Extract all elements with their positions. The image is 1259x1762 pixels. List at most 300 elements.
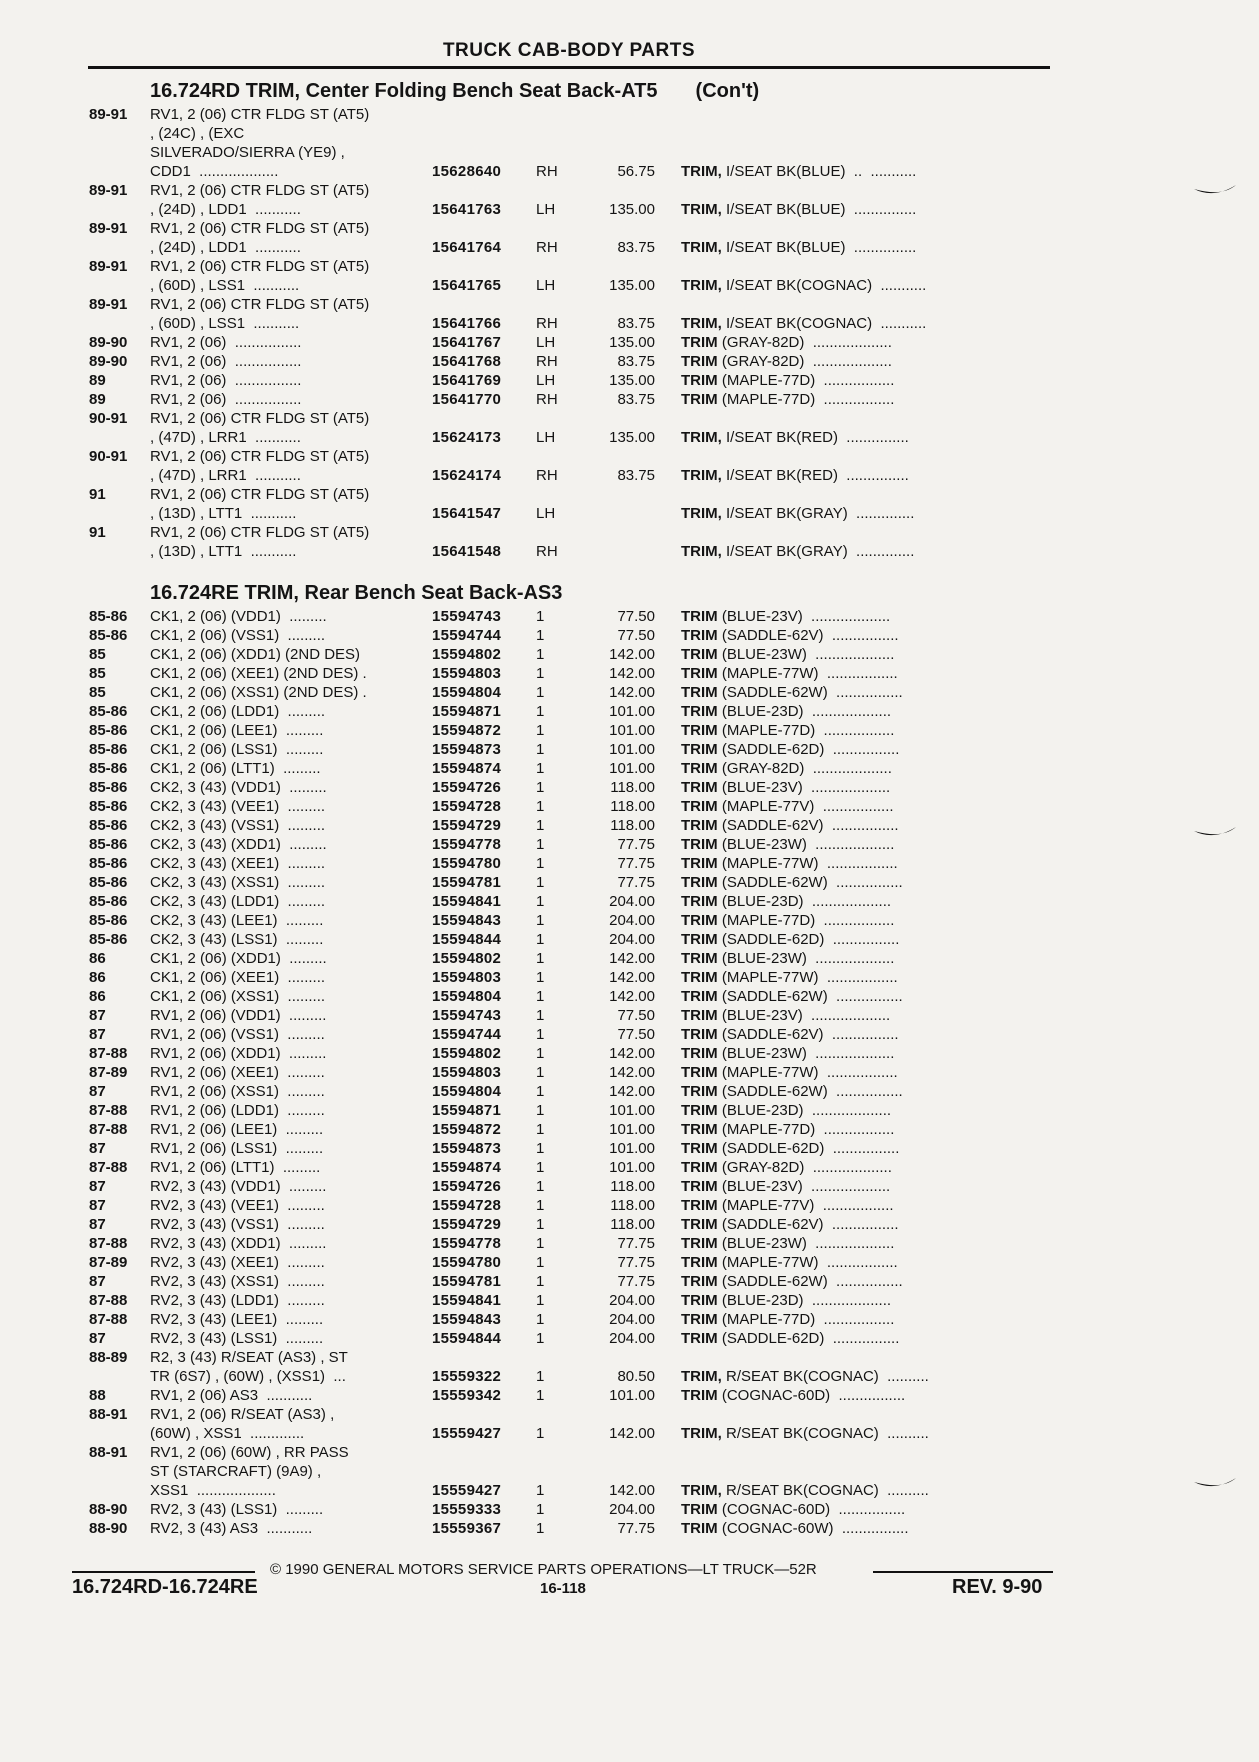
part-name <box>681 314 926 333</box>
model-years: 86 <box>89 969 106 986</box>
section-title-16724re <box>150 582 562 605</box>
part-number: 15594843 <box>432 912 502 929</box>
part-name-prefix: TRIM <box>681 969 718 986</box>
part-name <box>681 1519 909 1538</box>
application-description: CK1, 2 (06) (VDD1) ......... <box>150 608 327 625</box>
part-name-prefix: TRIM <box>681 1311 718 1328</box>
quantity: 1 <box>536 1121 545 1138</box>
part-name-detail: (BLUE-23D) ................... <box>717 893 892 910</box>
application-description: RV1, 2 (06) (XDD1) ......... <box>150 1045 327 1062</box>
page-title: TRUCK CAB-BODY PARTS <box>442 40 696 61</box>
part-name-detail: (COGNAC-60D) ................ <box>717 1387 906 1404</box>
part-number: 15594873 <box>432 741 502 758</box>
part-name <box>681 740 899 759</box>
application-description: RV2, 3 (43) (XSS1) ......... <box>150 1273 325 1290</box>
price: 83.75 <box>617 391 655 408</box>
part-number: 15594872 <box>432 722 502 739</box>
part-name-prefix: TRIM <box>681 1140 718 1157</box>
model-years: 88-90 <box>89 1520 128 1537</box>
application-description: RV1, 2 (06) (LDD1) ......... <box>150 1102 325 1119</box>
part-row <box>0 1329 1259 1348</box>
model-years: 89-90 <box>89 353 128 370</box>
application-description: CK1, 2 (06) (LEE1) ......... <box>150 722 324 739</box>
part-name <box>681 1158 892 1177</box>
part-row <box>0 949 1259 968</box>
quantity: 1 <box>536 665 545 682</box>
quantity: 1 <box>536 855 545 872</box>
part-row <box>0 409 1259 428</box>
part-name-prefix: TRIM, <box>681 505 722 522</box>
part-name <box>681 1329 899 1348</box>
application-description: RV1, 2 (06) CTR FLDG ST (AT5) <box>150 258 370 275</box>
part-name-prefix: TRIM <box>681 893 718 910</box>
part-row <box>0 930 1259 949</box>
part-name <box>681 892 891 911</box>
part-number: 15594872 <box>432 1121 502 1138</box>
part-number: 15594780 <box>432 1254 502 1271</box>
part-row <box>0 314 1259 333</box>
price: 142.00 <box>609 969 655 986</box>
part-name <box>681 504 914 523</box>
part-row <box>0 987 1259 1006</box>
model-years: 87-88 <box>89 1311 128 1328</box>
part-row <box>0 276 1259 295</box>
part-row <box>0 1443 1259 1462</box>
part-name-detail: R/SEAT BK(COGNAC) .......... <box>721 1368 929 1385</box>
part-name <box>681 1215 899 1234</box>
part-number: 15641770 <box>432 391 502 408</box>
part-name-detail: (GRAY-82D) ................... <box>717 1159 892 1176</box>
quantity: RH <box>536 163 558 180</box>
part-name-detail: (SADDLE-62V) ................ <box>717 627 899 644</box>
price: 204.00 <box>609 1330 655 1347</box>
part-name <box>681 1044 894 1063</box>
model-years: 87-88 <box>89 1159 128 1176</box>
price: 204.00 <box>609 1501 655 1518</box>
model-years: 85-86 <box>89 760 128 777</box>
part-name-detail: (MAPLE-77W) ................. <box>717 969 898 986</box>
application-description: RV2, 3 (43) (VDD1) ......... <box>150 1178 327 1195</box>
part-row <box>0 1272 1259 1291</box>
part-name <box>681 987 903 1006</box>
part-row <box>0 778 1259 797</box>
application-description: CK2, 3 (43) (XDD1) ......... <box>150 836 327 853</box>
model-years: 88-90 <box>89 1501 128 1518</box>
quantity: LH <box>536 277 556 294</box>
part-name-prefix: TRIM, <box>681 1425 722 1442</box>
part-name-prefix: TRIM <box>681 760 718 777</box>
part-name-prefix: TRIM <box>681 627 718 644</box>
part-row <box>0 1500 1259 1519</box>
application-description: RV1, 2 (06) (VDD1) ......... <box>150 1007 327 1024</box>
model-years: 89-91 <box>89 106 128 123</box>
part-number: 15594778 <box>432 1235 502 1252</box>
price: 83.75 <box>617 239 655 256</box>
model-years: 85-86 <box>89 608 128 625</box>
part-number: 15624173 <box>432 429 502 446</box>
model-years: 89-90 <box>89 334 128 351</box>
model-years: 85-86 <box>89 627 128 644</box>
part-name-detail: (MAPLE-77W) ................. <box>717 1064 898 1081</box>
part-row <box>0 1120 1259 1139</box>
part-row <box>0 892 1259 911</box>
part-name-detail: (SADDLE-62W) ................ <box>717 874 903 891</box>
part-name-detail: (SADDLE-62D) ................ <box>717 931 900 948</box>
section-continued-label: (Con't) <box>695 80 760 102</box>
part-row <box>0 181 1259 200</box>
quantity: 1 <box>536 1026 545 1043</box>
part-row <box>0 1139 1259 1158</box>
model-years: 87-89 <box>89 1064 128 1081</box>
quantity: 1 <box>536 798 545 815</box>
quantity: 1 <box>536 1045 545 1062</box>
price: 118.00 <box>610 1216 655 1233</box>
application-description: , (60D) , LSS1 ........... <box>150 315 300 332</box>
part-row <box>0 447 1259 466</box>
part-row <box>0 911 1259 930</box>
part-row <box>0 1025 1259 1044</box>
part-row <box>0 740 1259 759</box>
part-number: 15594874 <box>432 1159 502 1176</box>
part-number: 15594873 <box>432 1140 502 1157</box>
application-description: RV1, 2 (06) (VSS1) ......... <box>150 1026 325 1043</box>
part-name-detail: (MAPLE-77D) ................. <box>717 391 895 408</box>
part-row <box>0 873 1259 892</box>
application-description: CK2, 3 (43) (VSS1) ......... <box>150 817 326 834</box>
part-name <box>681 683 903 702</box>
quantity: 1 <box>536 1292 545 1309</box>
part-name <box>681 797 894 816</box>
part-row <box>0 626 1259 645</box>
part-name <box>681 542 914 561</box>
price: 118.00 <box>610 779 655 796</box>
part-name-detail: (MAPLE-77W) ................. <box>717 855 898 872</box>
part-name-prefix: TRIM <box>681 1007 718 1024</box>
part-name-detail: (MAPLE-77W) ................. <box>717 1254 898 1271</box>
quantity: 1 <box>536 646 545 663</box>
price: 142.00 <box>609 684 655 701</box>
application-description: RV1, 2 (06) ................ <box>150 372 302 389</box>
footer-page-number: 16-118 <box>540 1580 586 1597</box>
part-number: 15594804 <box>432 1083 502 1100</box>
price: 77.75 <box>617 1235 655 1252</box>
application-description: CK1, 2 (06) (XSS1) ......... <box>150 988 326 1005</box>
part-name-detail: I/SEAT BK(GRAY) .............. <box>721 543 915 560</box>
part-name-detail: (SADDLE-62D) ................ <box>717 1330 900 1347</box>
quantity: 1 <box>536 874 545 891</box>
part-row <box>0 645 1259 664</box>
part-name <box>681 702 891 721</box>
application-description: RV2, 3 (43) (LSS1) ......... <box>150 1330 324 1347</box>
application-description: CK1, 2 (06) (LDD1) ......... <box>150 703 326 720</box>
quantity: RH <box>536 315 558 332</box>
part-row <box>0 1253 1259 1272</box>
model-years: 88-89 <box>89 1349 128 1366</box>
part-row <box>0 1462 1259 1481</box>
part-number: 15594803 <box>432 665 502 682</box>
application-description: , (24D) , LDD1 ........... <box>150 239 301 256</box>
part-name-prefix: TRIM <box>681 741 718 758</box>
part-name-detail: (MAPLE-77W) ................. <box>717 665 898 682</box>
price: 142.00 <box>609 1045 655 1062</box>
part-row <box>0 219 1259 238</box>
price: 135.00 <box>609 334 655 351</box>
quantity: 1 <box>536 836 545 853</box>
application-description: RV1, 2 (06) ................ <box>150 353 302 370</box>
footer-section-range: 16.724RD-16.724RE <box>72 1576 258 1598</box>
quantity: 1 <box>536 969 545 986</box>
part-name-detail: I/SEAT BK(RED) ............... <box>721 429 909 446</box>
model-years: 88 <box>89 1387 106 1404</box>
part-name-prefix: TRIM <box>681 1330 718 1347</box>
part-name-detail: (BLUE-23V) ................... <box>717 1178 891 1195</box>
part-row <box>0 1386 1259 1405</box>
part-row <box>0 466 1259 485</box>
part-name-prefix: TRIM <box>681 1235 718 1252</box>
part-number: 15594874 <box>432 760 502 777</box>
quantity: 1 <box>536 1520 545 1537</box>
part-row <box>0 702 1259 721</box>
model-years: 88-91 <box>89 1444 128 1461</box>
part-name-detail: (GRAY-82D) ................... <box>717 334 892 351</box>
part-row <box>0 797 1259 816</box>
application-description: RV1, 2 (06) (XEE1) ......... <box>150 1064 325 1081</box>
part-number: 15559427 <box>432 1425 502 1442</box>
part-name <box>681 333 892 352</box>
model-years: 90-91 <box>89 410 128 427</box>
part-row <box>0 835 1259 854</box>
price: 142.00 <box>609 665 655 682</box>
quantity: LH <box>536 201 556 218</box>
part-name <box>681 466 909 485</box>
part-name-prefix: TRIM <box>681 1273 718 1290</box>
part-number: 15594841 <box>432 893 502 910</box>
part-name-prefix: TRIM, <box>681 277 722 294</box>
part-name-detail: (BLUE-23W) ................... <box>717 1235 895 1252</box>
part-number: 15594841 <box>432 1292 502 1309</box>
application-description: XSS1 ................... <box>150 1482 276 1499</box>
part-name-prefix: TRIM <box>681 931 718 948</box>
part-name <box>681 778 890 797</box>
price: 77.75 <box>617 874 655 891</box>
part-name-prefix: TRIM <box>681 646 718 663</box>
model-years: 85-86 <box>89 798 128 815</box>
quantity: LH <box>536 505 556 522</box>
quantity: 1 <box>536 1482 545 1499</box>
part-row <box>0 238 1259 257</box>
part-row <box>0 485 1259 504</box>
part-name <box>681 607 890 626</box>
part-name-detail: (BLUE-23W) ................... <box>717 1045 895 1062</box>
quantity: 1 <box>536 1501 545 1518</box>
quantity: RH <box>536 467 558 484</box>
application-description: , (24D) , LDD1 ........... <box>150 201 301 218</box>
part-row <box>0 1006 1259 1025</box>
part-row <box>0 105 1259 124</box>
quantity: 1 <box>536 1102 545 1119</box>
part-row <box>0 1215 1259 1234</box>
part-name-detail: (SADDLE-62V) ................ <box>717 1216 899 1233</box>
quantity: 1 <box>536 1178 545 1195</box>
part-name <box>681 949 894 968</box>
part-row <box>0 1101 1259 1120</box>
application-description: , (24C) , (EXC <box>150 125 245 142</box>
model-years: 87-89 <box>89 1254 128 1271</box>
part-name <box>681 1500 905 1519</box>
part-name <box>681 238 916 257</box>
part-name-prefix: TRIM <box>681 703 718 720</box>
part-name <box>681 162 916 181</box>
model-years: 85-86 <box>89 779 128 796</box>
quantity: LH <box>536 429 556 446</box>
part-name <box>681 1025 899 1044</box>
part-number: 15594729 <box>432 1216 502 1233</box>
application-description: CK2, 3 (43) (LDD1) ......... <box>150 893 326 910</box>
quantity: 1 <box>536 1197 545 1214</box>
price: 118.00 <box>610 798 655 815</box>
quantity: 1 <box>536 703 545 720</box>
application-description: CK1, 2 (06) (XDD1) ......... <box>150 950 327 967</box>
part-number: 15559427 <box>432 1482 502 1499</box>
part-row <box>0 1424 1259 1443</box>
part-number: 15594778 <box>432 836 502 853</box>
part-name-detail: (GRAY-82D) ................... <box>717 353 892 370</box>
part-name <box>681 930 899 949</box>
model-years: 87 <box>89 1197 106 1214</box>
quantity: 1 <box>536 760 545 777</box>
application-description: RV2, 3 (43) AS3 ........... <box>150 1520 313 1537</box>
part-name <box>681 873 903 892</box>
model-years: 86 <box>89 988 106 1005</box>
part-name-detail: (GRAY-82D) ................... <box>717 760 892 777</box>
quantity: 1 <box>536 779 545 796</box>
part-name-prefix: TRIM <box>681 1178 718 1195</box>
quantity: 1 <box>536 1254 545 1271</box>
part-number: 15641767 <box>432 334 502 351</box>
part-name <box>681 1177 890 1196</box>
part-name-prefix: TRIM <box>681 1520 718 1537</box>
part-row <box>0 371 1259 390</box>
application-description: CK1, 2 (06) (XDD1) (2ND DES) <box>150 646 361 663</box>
part-number: 15594781 <box>432 874 502 891</box>
application-description: , (13D) , LTT1 ........... <box>150 543 297 560</box>
quantity: 1 <box>536 893 545 910</box>
part-number: 15641766 <box>432 315 502 332</box>
quantity: LH <box>536 334 556 351</box>
part-name-detail: (BLUE-23V) ................... <box>717 608 891 625</box>
part-name-prefix: TRIM <box>681 817 718 834</box>
part-name-prefix: TRIM <box>681 1216 718 1233</box>
price: 142.00 <box>609 1064 655 1081</box>
quantity: 1 <box>536 1140 545 1157</box>
part-name-prefix: TRIM <box>681 1102 718 1119</box>
part-name <box>681 352 892 371</box>
model-years: 87 <box>89 1216 106 1233</box>
part-name <box>681 1481 929 1500</box>
part-number: 15559367 <box>432 1520 502 1537</box>
part-name-detail: (MAPLE-77D) ................. <box>717 372 895 389</box>
part-name <box>681 1139 899 1158</box>
application-description: CK2, 3 (43) (LSS1) ......... <box>150 931 324 948</box>
model-years: 87 <box>89 1026 106 1043</box>
header-rule <box>88 66 1050 69</box>
model-years: 91 <box>89 486 106 503</box>
part-row <box>0 759 1259 778</box>
part-row <box>0 504 1259 523</box>
application-description: TR (6S7) , (60W) , (XSS1) ... <box>150 1368 346 1385</box>
part-name-detail: R/SEAT BK(COGNAC) .......... <box>721 1425 929 1442</box>
part-name <box>681 1386 905 1405</box>
application-description: RV1, 2 (06) CTR FLDG ST (AT5) <box>150 410 370 427</box>
application-description: RV1, 2 (06) (60W) , RR PASS <box>150 1444 349 1461</box>
part-name <box>681 1006 890 1025</box>
binder-hole-mark <box>1192 183 1238 199</box>
application-description: RV2, 3 (43) (LSS1) ......... <box>150 1501 324 1518</box>
price: 101.00 <box>609 1140 655 1157</box>
part-name-detail: (MAPLE-77V) ................. <box>717 798 894 815</box>
model-years: 85-86 <box>89 817 128 834</box>
quantity: 1 <box>536 741 545 758</box>
application-description: RV1, 2 (06) CTR FLDG ST (AT5) <box>150 182 370 199</box>
part-name <box>681 390 894 409</box>
part-name <box>681 1082 903 1101</box>
price: 83.75 <box>617 315 655 332</box>
part-row <box>0 816 1259 835</box>
part-row <box>0 1310 1259 1329</box>
part-name-detail: R/SEAT BK(COGNAC) .......... <box>721 1482 929 1499</box>
part-name-detail: I/SEAT BK(BLUE) ............... <box>721 239 917 256</box>
part-number: 15594744 <box>432 1026 502 1043</box>
footer-copyright: © 1990 GENERAL MOTORS SERVICE PARTS OPERATIONS—LT TRUCK—52R <box>270 1561 817 1578</box>
price: 142.00 <box>609 646 655 663</box>
part-number: 15641768 <box>432 353 502 370</box>
part-number: 15594802 <box>432 1045 502 1062</box>
price: 101.00 <box>609 1159 655 1176</box>
part-name-prefix: TRIM <box>681 1501 718 1518</box>
footer-revision: REV. 9-90 <box>952 1576 1043 1598</box>
part-name-detail: (SADDLE-62D) ................ <box>717 741 900 758</box>
part-name-prefix: TRIM <box>681 1045 718 1062</box>
part-name-detail: (SADDLE-62V) ................ <box>717 1026 899 1043</box>
part-number: 15559342 <box>432 1387 502 1404</box>
part-number: 15594726 <box>432 779 502 796</box>
model-years: 85-86 <box>89 722 128 739</box>
part-name-prefix: TRIM <box>681 855 718 872</box>
price: 77.75 <box>617 836 655 853</box>
quantity: 1 <box>536 1007 545 1024</box>
model-years: 89-91 <box>89 182 128 199</box>
price: 142.00 <box>609 988 655 1005</box>
price: 135.00 <box>609 372 655 389</box>
part-name-detail: (MAPLE-77D) ................. <box>717 912 895 929</box>
price: 204.00 <box>609 912 655 929</box>
part-name-prefix: TRIM <box>681 779 718 796</box>
part-number: 15641763 <box>432 201 502 218</box>
quantity: 1 <box>536 684 545 701</box>
application-description: RV1, 2 (06) ................ <box>150 391 302 408</box>
price: 142.00 <box>609 950 655 967</box>
part-name-prefix: TRIM, <box>681 315 722 332</box>
part-name-detail: (MAPLE-77V) ................. <box>717 1197 894 1214</box>
part-number: 15641765 <box>432 277 502 294</box>
part-name <box>681 759 892 778</box>
part-number: 15594743 <box>432 1007 502 1024</box>
part-name <box>681 911 894 930</box>
part-row <box>0 390 1259 409</box>
price: 101.00 <box>609 741 655 758</box>
price: 204.00 <box>609 931 655 948</box>
part-name <box>681 835 894 854</box>
